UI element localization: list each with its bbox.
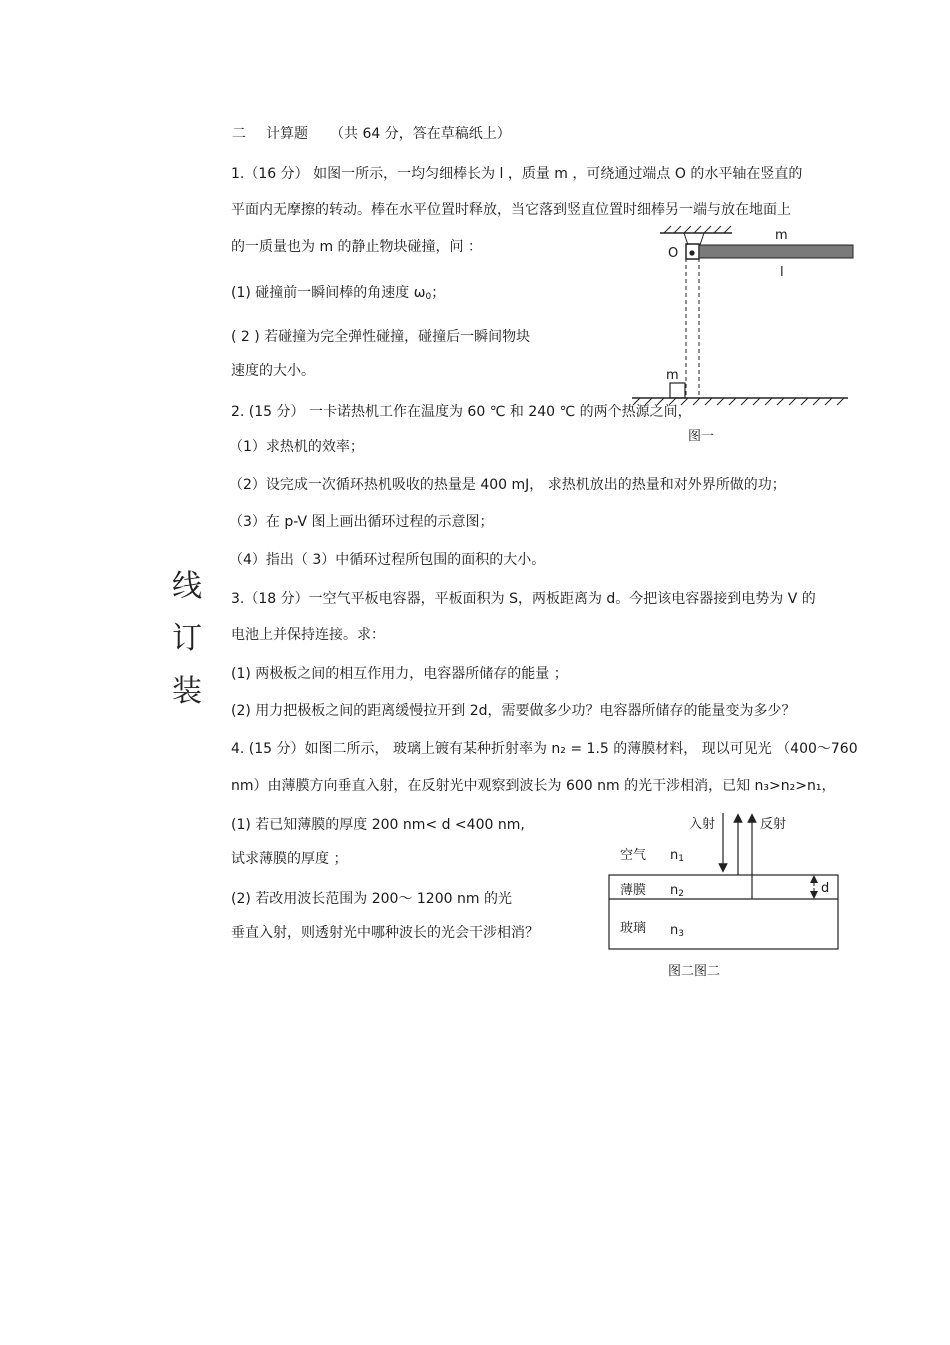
q2-line1: 2. (15 分） 一卡诺热机工作在温度为 60 ℃ 和 240 ℃ 的两个热源之间，: [231, 404, 692, 420]
q1-part2-line2: 速度的大小。: [231, 363, 315, 379]
section-note: （共 64 分，答在草稿纸上）: [330, 126, 511, 142]
fig1-caption: 图一: [688, 429, 715, 444]
q2-part4: （4）指出（ 3）中循环过程所包围的面积的大小。: [229, 552, 546, 568]
fig1-label-O: O: [668, 246, 679, 261]
q4-line2: nm）由薄膜方向垂直入射，在反射光中观察到波长为 600 nm 的光干涉相消，已知 n₃>n₂>n₁，: [231, 778, 836, 794]
q4-line1: 4. (15 分）如图二所示， 玻璃上镀有某种折射率为 n₂ = 1.5 的薄膜材料， 现以可见光 （400～760: [231, 741, 858, 757]
q4-part1-line1: (1) 若已知薄膜的厚度 200 nm< d <400 nm,: [231, 817, 525, 833]
fig2-film-label: 薄膜: [620, 883, 647, 898]
fig2-n2-label: $n_2$: [670, 883, 684, 899]
q2-part1: （1）求热机的效率；: [229, 439, 364, 455]
q1-part2-line1: ( 2 ) 若碰撞为完全弹性碰撞，碰撞后一瞬间物块: [231, 329, 531, 345]
q4-part1-line2: 试求薄膜的厚度 ；: [231, 851, 348, 867]
q3-line1: 3.（18 分）一空气平板电容器，平板面积为 S，两板距离为 d。今把该电容器接到电势为 V 的: [231, 591, 816, 607]
fig2-air-label: 空气: [620, 848, 647, 863]
q4-part2-line2: 垂直入射，则透射光中哪种波长的光会干涉相消？: [231, 925, 539, 941]
fig1-label-m-rod: m: [775, 228, 788, 243]
q1-line2: 平面内无摩擦的转动。棒在水平位置时释放，当它落到竖直位置时细棒另一端与放在地面上: [231, 202, 791, 218]
fig1-label-l: l: [780, 265, 784, 280]
q2-part2: （2）设完成一次循环热机吸收的热量是 400 mJ， 求热机放出的热量和对外界所做的功；: [229, 477, 786, 493]
q4-part2-line1: (2) 若改用波长范围为 200～ 1200 nm 的光: [231, 891, 512, 907]
fig2-reflect-label: 反射: [760, 817, 787, 832]
q1-part1-sub: 0: [425, 292, 432, 302]
fig2-n1-label: $n_1$: [670, 848, 684, 864]
q3-line2: 电池上并保持连接。求：: [231, 627, 385, 643]
side-char-ding: 订: [172, 621, 202, 656]
section-title: 计算题: [266, 126, 308, 142]
q1-line3: 的一质量也为 m 的静止物块碰撞，问 ：: [231, 239, 482, 255]
fig2-n3-label: $n_3$: [670, 923, 684, 939]
fig1-label-m-block: m: [666, 368, 679, 383]
q1-part1-end: ；: [431, 285, 446, 301]
fig2-glass-label: 玻璃: [620, 921, 647, 936]
q3-part2: (2) 用力把极板之间的距离缓慢拉开到 2d，需要做多少功？电容器所储存的能量变为多少？: [231, 703, 796, 719]
side-char-xian: 线: [172, 569, 202, 604]
section-number: 二: [232, 126, 246, 142]
q1-part1-text: (1) 碰撞前一瞬间棒的角速度 ω: [231, 285, 426, 301]
q3-part1: (1) 两极板之间的相互作用力，电容器所储存的能量 ；: [231, 666, 568, 682]
fig2-incident-label: 入射: [689, 817, 716, 832]
q2-part3: （3）在 p-V 图上画出循环过程的示意图；: [229, 514, 494, 530]
fig2-caption: 图二图二: [668, 964, 721, 979]
fig2-d-label: d: [821, 881, 830, 896]
q1-line1: 1.（16 分） 如图一所示，一均匀细棒长为 l ，质量 m ，可绕通过端点 O 的水平轴在竖直的: [231, 166, 803, 182]
side-char-zhuang: 装: [172, 674, 202, 709]
